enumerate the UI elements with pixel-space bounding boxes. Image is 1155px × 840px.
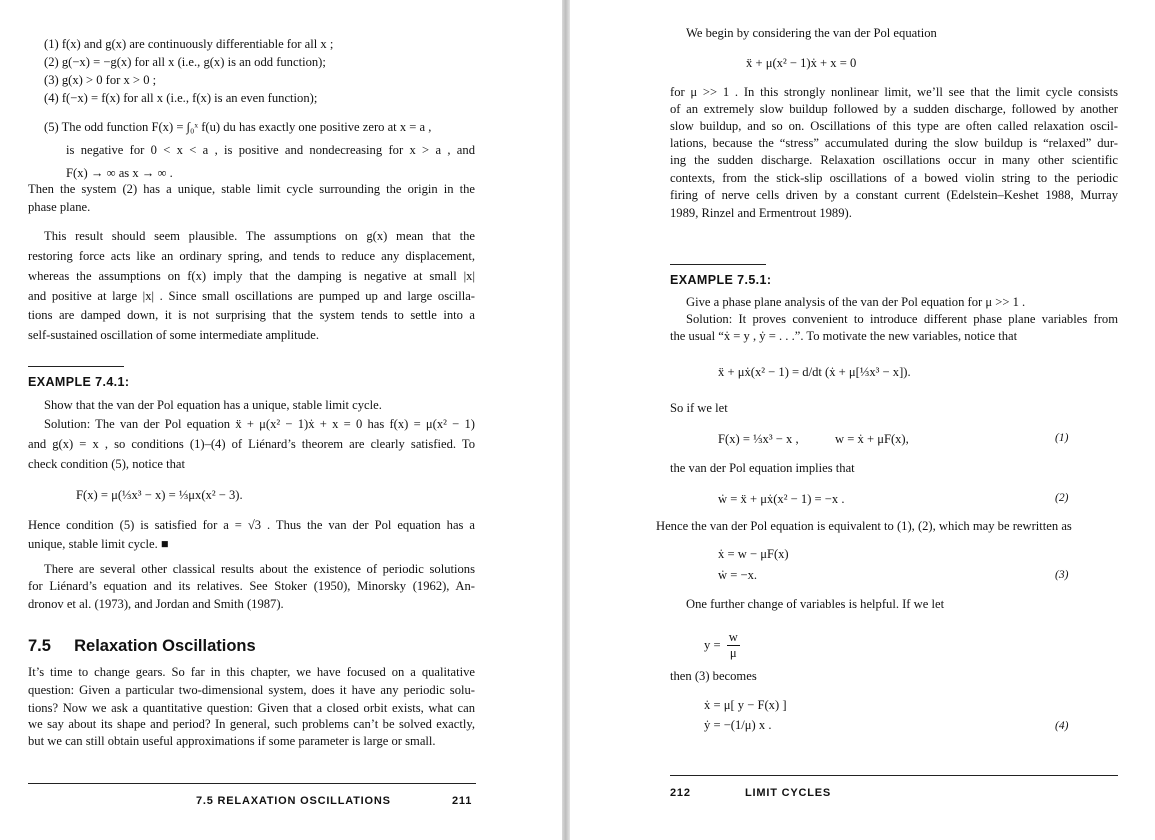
equation-number: (3) (1055, 569, 1069, 581)
page-number: 212 (670, 787, 691, 799)
example-line: the usual “ẋ = y , ẏ = . . .”. To motivate the new variables, notice that (670, 329, 1018, 343)
text-line: the van der Pol equation implies that (670, 461, 855, 475)
text-line: then (3) becomes (670, 669, 757, 683)
paragraph-line: It’s time to change gears. So far in this chapter, we have focused on a qualitative (28, 665, 475, 679)
left-page (0, 0, 562, 840)
equation-vdp: ẍ + μ(x² − 1)ẋ + x = 0 (746, 56, 857, 70)
condition-4: (4) f(−x) = f(x) for all x (i.e., f(x) is an even function); (44, 91, 318, 105)
paragraph-line: we say about its shape and period? In general, such problems can’t be solved exactly, (28, 717, 475, 731)
conclusion-line: phase plane. (28, 200, 91, 214)
running-footer: 7.5 RELAXATION OSCILLATIONS (196, 795, 391, 807)
condition-3: (3) g(x) > 0 for x > 0 ; (44, 73, 157, 87)
equation-number: (4) (1055, 720, 1069, 732)
condition-5-end: F(x) → ∞ as x → ∞ . (66, 166, 173, 180)
paragraph-line: restoring force acts like an ordinary spring, and tends to reduce any displacement, (28, 249, 475, 263)
example-line: Solution: The van der Pol equation ẍ + μ(x² − 1)ẋ + x = 0 has f(x) = μ(x² − 1) (44, 417, 475, 431)
book-gutter (562, 0, 570, 840)
equation-number: (2) (1055, 492, 1069, 504)
example-line: and g(x) = x , so conditions (1)–(4) of Liénard’s theorem are clearly satisfied. To (28, 437, 475, 451)
paragraph-line: and positive at large |x| . Since small oscillations are pumped up and large oscilla- (28, 289, 475, 303)
paragraph-line: contexts, from the stick-slip oscillations of a bowed violin string to the periodic (670, 171, 1118, 185)
equation-3a: ẋ = w − μF(x) (718, 547, 789, 561)
paragraph-line: slow buildup, and so on. Oscillations of this type are often called relaxation oscil- (670, 119, 1118, 133)
running-footer: LIMIT CYCLES (745, 787, 831, 799)
text-line: So if we let (670, 401, 728, 415)
text-line: One further change of variables is helpful. If we let (686, 597, 945, 611)
equation-4a: ẋ = μ[ y − F(x) ] (704, 698, 787, 712)
paragraph-line: tions are damped down, it is not surprising that the system tends to settle into a (28, 308, 475, 322)
paragraph-line: tions? Now we ask a quantitative question: Given that a closed orbit exists, what can (28, 701, 475, 715)
equation-3b: ẇ = −x. (718, 568, 758, 582)
condition-5: (5) The odd function F(x) = ∫₀ˣ f(u) du has exactly one positive zero at x = a , (44, 120, 432, 134)
example-rule (670, 264, 766, 265)
example-end-line: unique, stable limit cycle. ■ (28, 537, 169, 551)
equation-4b: ẏ = −(1/μ) x . (704, 718, 772, 732)
paragraph-line: whereas the assumptions on f(x) imply that the damping is negative at small |x| (28, 269, 475, 283)
equation-y (704, 630, 740, 661)
equation-F: F(x) = μ(⅓x³ − x) = ⅓μx(x² − 3). (76, 488, 243, 502)
equation-y-lhs: y = (704, 638, 721, 652)
paragraph-line: There are several other classical results about the existence of periodic solutions (44, 562, 475, 576)
example-line: Solution: It proves convenient to introduce different phase plane variables from (686, 312, 1118, 326)
example-heading: EXAMPLE 7.5.1: (670, 273, 772, 287)
equation-motivate: ẍ + μẋ(x² − 1) = d/dt (ẋ + μ[⅓x³ − x]). (718, 365, 911, 379)
paragraph-line: question: Given a particular two-dimensional system, does it have any periodic solu- (28, 683, 475, 697)
page-number: 211 (452, 795, 473, 807)
condition-1: (1) f(x) and g(x) are continuously differentiable for all x ; (44, 37, 334, 51)
conclusion-line: Then the system (2) has a unique, stable limit cycle surrounding the origin in the (28, 182, 475, 196)
intro-line: We begin by considering the van der Pol equation (686, 26, 937, 40)
paragraph-line: firing of nerve cells driven by a constant current (Edelstein–Keshet 1988, Murray (670, 188, 1118, 202)
example-end-line: Hence condition (5) is satisfied for a = √3 . Thus the van der Pol equation has a (28, 518, 475, 532)
fraction-denominator: μ (729, 646, 737, 660)
paragraph-line: This result should seem plausible. The assumptions on g(x) mean that the (44, 229, 475, 243)
example-heading: EXAMPLE 7.4.1: (28, 375, 130, 389)
equation-2: ẇ = ẍ + μẋ(x² − 1) = −x . (718, 492, 845, 506)
paragraph-line: ing the sudden discharge. Relaxation oscillations occur in many other scientific (670, 153, 1118, 167)
paragraph-line: self-sustained oscillation of some intermediate amplitude. (28, 328, 319, 342)
right-page (570, 0, 1155, 840)
footer-rule (670, 775, 1118, 776)
section-title: Relaxation Oscillations (74, 637, 256, 655)
condition-5-cont: is negative for 0 < x < a , is positive and nondecreasing for x > a , and (66, 143, 475, 157)
equation-1a: F(x) = ⅓x³ − x , (718, 432, 799, 446)
example-line: check condition (5), notice that (28, 457, 186, 471)
example-line: Give a phase plane analysis of the van der Pol equation for μ >> 1 . (686, 295, 1026, 309)
paragraph-line: for μ >> 1 . In this strongly nonlinear limit, we’ll see that the limit cycle consists (670, 85, 1118, 99)
paragraph-line: for Liénard’s equation and its relatives. See Stoker (1950), Minorsky (1962), An- (28, 579, 475, 593)
equation-1b: w = ẋ + μF(x), (835, 432, 909, 446)
example-rule (28, 366, 124, 367)
paragraph-line: but we can still obtain useful approximations if some parameter is large or small. (28, 734, 436, 748)
footer-rule (28, 783, 476, 784)
fraction-numerator: w (728, 630, 738, 644)
fraction (727, 630, 740, 661)
condition-2: (2) g(−x) = −g(x) for all x (i.e., g(x) is an odd function); (44, 55, 326, 69)
example-line: Show that the van der Pol equation has a unique, stable limit cycle. (44, 398, 382, 412)
paragraph-line: lations, because the “stress” accumulated during the slow buildup is “relaxed” dur- (670, 136, 1118, 150)
paragraph-line: of an extremely slow buildup followed by a sudden discharge, followed by another (670, 102, 1118, 116)
section-number: 7.5 (28, 637, 51, 655)
paragraph-line: 1989, Rinzel and Ermentrout 1989). (670, 206, 852, 220)
text-line: Hence the van der Pol equation is equivalent to (1), (2), which may be rewritten as (656, 519, 1072, 533)
paragraph-line: dronov et al. (1973), and Jordan and Smith (1987). (28, 597, 284, 611)
section-heading (28, 637, 256, 656)
equation-number: (1) (1055, 432, 1069, 444)
